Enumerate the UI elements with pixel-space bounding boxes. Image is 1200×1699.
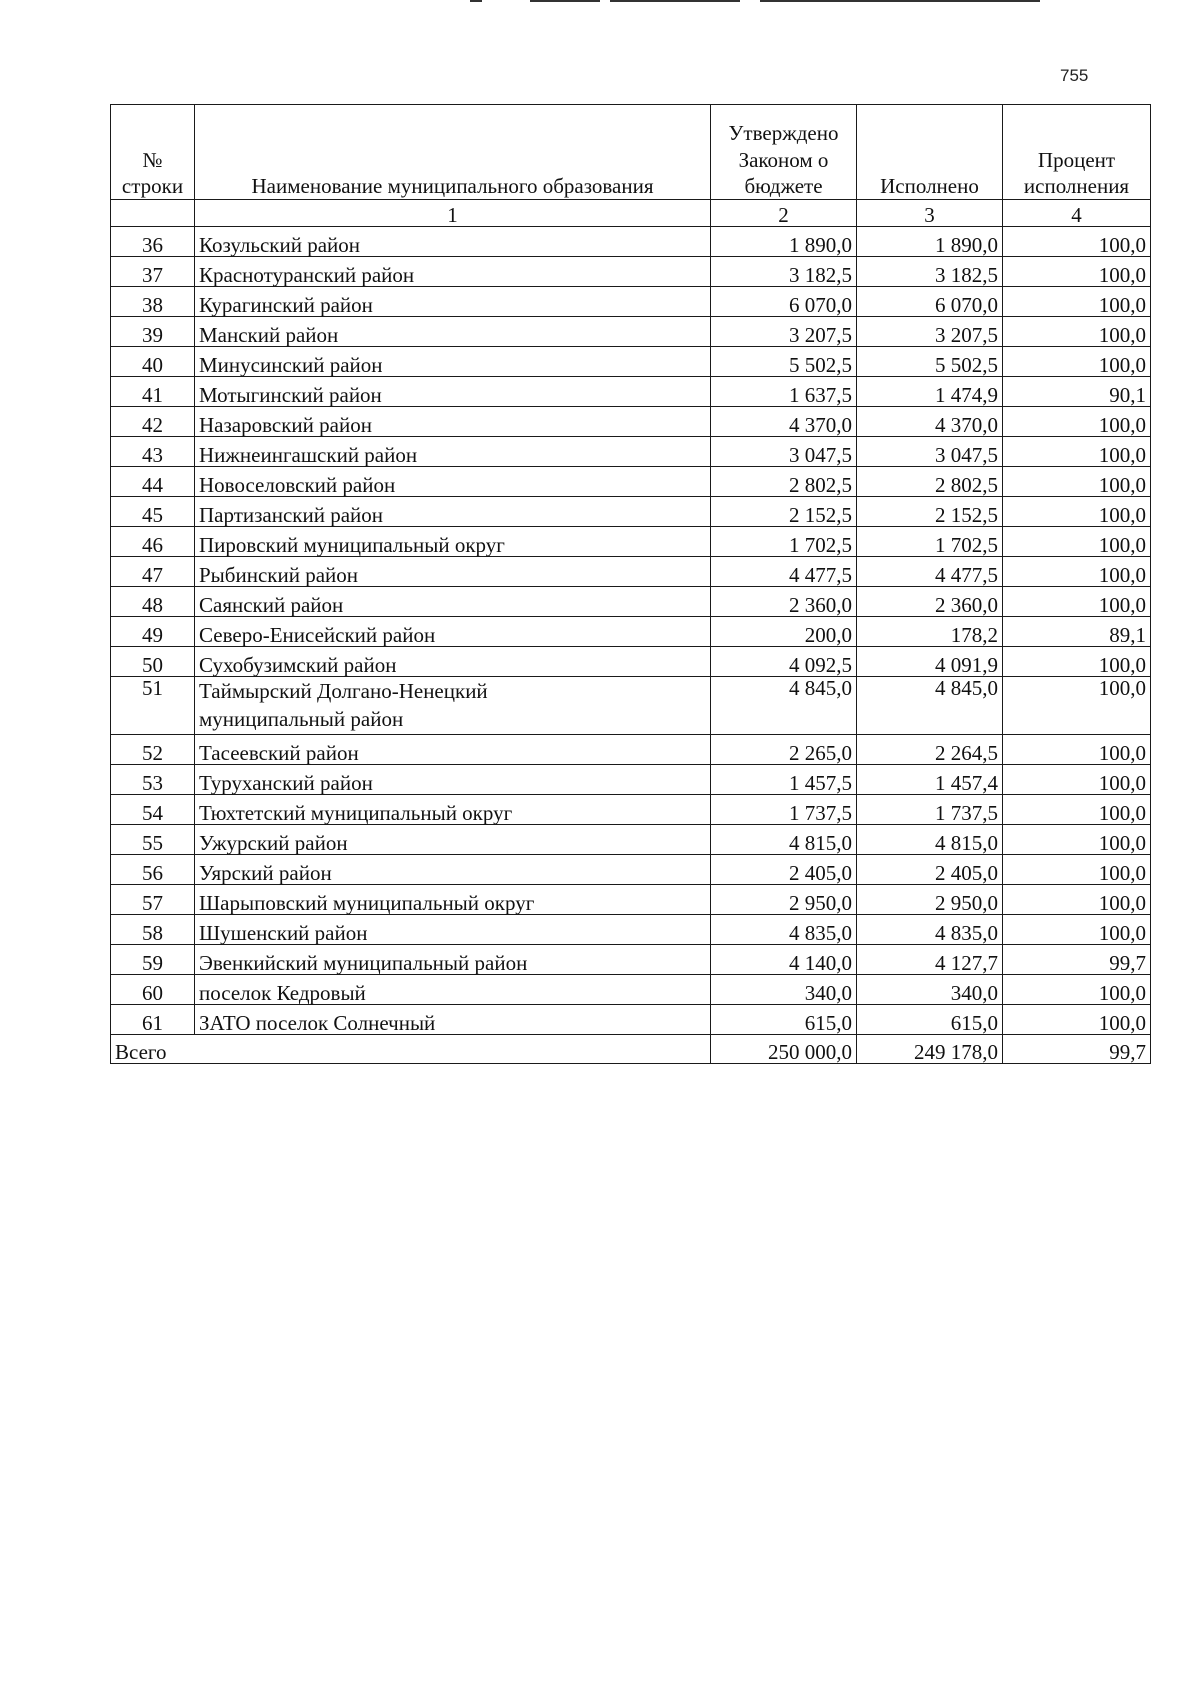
table-row bbox=[111, 407, 1151, 437]
percent-cell: 100,0 bbox=[1003, 317, 1151, 347]
approved-amount-cell: 2 360,0 bbox=[711, 587, 857, 617]
row-number-cell: 43 bbox=[111, 437, 195, 467]
municipality-name-cell: Курагинский район bbox=[195, 287, 711, 317]
table-row bbox=[111, 915, 1151, 945]
row-number-cell: 42 bbox=[111, 407, 195, 437]
row-number-cell: 54 bbox=[111, 795, 195, 825]
approved-amount-cell: 4 845,0 bbox=[711, 677, 857, 735]
executed-amount-cell: 2 360,0 bbox=[857, 587, 1003, 617]
scan-artifact-lines bbox=[470, 0, 1070, 4]
table-row bbox=[111, 497, 1151, 527]
approved-amount-cell: 1 457,5 bbox=[711, 765, 857, 795]
total-percent: 99,7 bbox=[1003, 1035, 1151, 1064]
municipality-name-cell: поселок Кедровый bbox=[195, 975, 711, 1005]
table-row bbox=[111, 467, 1151, 497]
approved-amount-cell: 1 637,5 bbox=[711, 377, 857, 407]
percent-cell: 100,0 bbox=[1003, 677, 1151, 735]
approved-amount-cell: 3 182,5 bbox=[711, 257, 857, 287]
percent-cell: 100,0 bbox=[1003, 437, 1151, 467]
approved-amount-cell: 4 477,5 bbox=[711, 557, 857, 587]
row-number-cell: 48 bbox=[111, 587, 195, 617]
table-row bbox=[111, 975, 1151, 1005]
row-number-cell: 45 bbox=[111, 497, 195, 527]
percent-cell: 100,0 bbox=[1003, 587, 1151, 617]
approved-amount-cell: 2 802,5 bbox=[711, 467, 857, 497]
row-number-cell: 39 bbox=[111, 317, 195, 347]
executed-amount-cell: 3 182,5 bbox=[857, 257, 1003, 287]
percent-cell: 100,0 bbox=[1003, 647, 1151, 677]
table-row bbox=[111, 647, 1151, 677]
executed-amount-cell: 1 737,5 bbox=[857, 795, 1003, 825]
municipality-name-cell: ЗАТО поселок Солнечный bbox=[195, 1005, 711, 1035]
approved-amount-cell: 2 950,0 bbox=[711, 885, 857, 915]
percent-cell: 89,1 bbox=[1003, 617, 1151, 647]
header-row-number: № строки bbox=[111, 105, 195, 200]
executed-amount-cell: 340,0 bbox=[857, 975, 1003, 1005]
executed-amount-cell: 2 264,5 bbox=[857, 735, 1003, 765]
municipality-name-cell: Нижнеингашский район bbox=[195, 437, 711, 467]
municipality-name-cell: Ужурский район bbox=[195, 825, 711, 855]
municipality-name-cell: Уярский район bbox=[195, 855, 711, 885]
municipality-name-cell: Сухобузимский район bbox=[195, 647, 711, 677]
column-number: 3 bbox=[857, 200, 1003, 227]
municipality-name-cell: Краснотуранский район bbox=[195, 257, 711, 287]
municipality-name-cell: Рыбинский район bbox=[195, 557, 711, 587]
approved-amount-cell: 4 140,0 bbox=[711, 945, 857, 975]
executed-amount-cell: 1 474,9 bbox=[857, 377, 1003, 407]
row-number-cell: 51 bbox=[111, 677, 195, 735]
table-row bbox=[111, 557, 1151, 587]
table-row bbox=[111, 795, 1151, 825]
municipality-name-cell: Шарыповский муниципальный округ bbox=[195, 885, 711, 915]
table-row bbox=[111, 257, 1151, 287]
row-number-cell: 41 bbox=[111, 377, 195, 407]
approved-amount-cell: 4 092,5 bbox=[711, 647, 857, 677]
approved-amount-cell: 200,0 bbox=[711, 617, 857, 647]
table-row bbox=[111, 527, 1151, 557]
executed-amount-cell: 4 815,0 bbox=[857, 825, 1003, 855]
table-row bbox=[111, 1005, 1151, 1035]
approved-amount-cell: 4 370,0 bbox=[711, 407, 857, 437]
executed-amount-cell: 1 890,0 bbox=[857, 227, 1003, 257]
table-row bbox=[111, 885, 1151, 915]
row-number-cell: 56 bbox=[111, 855, 195, 885]
percent-cell: 100,0 bbox=[1003, 407, 1151, 437]
table-row bbox=[111, 587, 1151, 617]
approved-amount-cell: 1 890,0 bbox=[711, 227, 857, 257]
percent-cell: 100,0 bbox=[1003, 347, 1151, 377]
approved-amount-cell: 3 207,5 bbox=[711, 317, 857, 347]
executed-amount-cell: 4 477,5 bbox=[857, 557, 1003, 587]
executed-amount-cell: 4 845,0 bbox=[857, 677, 1003, 735]
approved-amount-cell: 2 265,0 bbox=[711, 735, 857, 765]
percent-cell: 99,7 bbox=[1003, 945, 1151, 975]
total-approved: 250 000,0 bbox=[711, 1035, 857, 1064]
municipality-name-cell: Тасеевский район bbox=[195, 735, 711, 765]
percent-cell: 100,0 bbox=[1003, 735, 1151, 765]
column-number: 4 bbox=[1003, 200, 1151, 227]
row-number-cell: 57 bbox=[111, 885, 195, 915]
header-municipality-name: Наименование муниципального образования bbox=[195, 105, 711, 200]
table-row bbox=[111, 765, 1151, 795]
executed-amount-cell: 2 950,0 bbox=[857, 885, 1003, 915]
percent-cell: 100,0 bbox=[1003, 915, 1151, 945]
municipality-name-cell: Эвенкийский муниципальный район bbox=[195, 945, 711, 975]
executed-amount-cell: 2 802,5 bbox=[857, 467, 1003, 497]
approved-amount-cell: 615,0 bbox=[711, 1005, 857, 1035]
row-number-cell: 46 bbox=[111, 527, 195, 557]
approved-amount-cell: 1 737,5 bbox=[711, 795, 857, 825]
executed-amount-cell: 4 835,0 bbox=[857, 915, 1003, 945]
executed-amount-cell: 5 502,5 bbox=[857, 347, 1003, 377]
row-number-cell: 37 bbox=[111, 257, 195, 287]
municipality-name-cell: Манский район bbox=[195, 317, 711, 347]
table-row bbox=[111, 227, 1151, 257]
table-row bbox=[111, 377, 1151, 407]
executed-amount-cell: 615,0 bbox=[857, 1005, 1003, 1035]
column-number: 2 bbox=[711, 200, 857, 227]
municipality-name-cell: Саянский район bbox=[195, 587, 711, 617]
executed-amount-cell: 6 070,0 bbox=[857, 287, 1003, 317]
executed-amount-cell: 3 047,5 bbox=[857, 437, 1003, 467]
approved-amount-cell: 2 405,0 bbox=[711, 855, 857, 885]
table-header-row bbox=[111, 105, 1151, 200]
row-number-cell: 47 bbox=[111, 557, 195, 587]
percent-cell: 100,0 bbox=[1003, 527, 1151, 557]
approved-amount-cell: 2 152,5 bbox=[711, 497, 857, 527]
table-body bbox=[111, 227, 1151, 1035]
municipality-name-cell: Мотыгинский район bbox=[195, 377, 711, 407]
municipality-name-cell: Шушенский район bbox=[195, 915, 711, 945]
executed-amount-cell: 178,2 bbox=[857, 617, 1003, 647]
percent-cell: 100,0 bbox=[1003, 557, 1151, 587]
row-number-cell: 60 bbox=[111, 975, 195, 1005]
percent-cell: 100,0 bbox=[1003, 795, 1151, 825]
table-row bbox=[111, 677, 1151, 735]
executed-amount-cell: 1 702,5 bbox=[857, 527, 1003, 557]
approved-amount-cell: 5 502,5 bbox=[711, 347, 857, 377]
table-row bbox=[111, 735, 1151, 765]
municipality-name-cell: Минусинский район bbox=[195, 347, 711, 377]
percent-cell: 100,0 bbox=[1003, 855, 1151, 885]
percent-cell: 100,0 bbox=[1003, 765, 1151, 795]
row-number-cell: 44 bbox=[111, 467, 195, 497]
municipality-name-cell: Тюхтетский муниципальный округ bbox=[195, 795, 711, 825]
header-percent: Процент исполнения bbox=[1003, 105, 1151, 200]
table-row bbox=[111, 617, 1151, 647]
table-row bbox=[111, 317, 1151, 347]
table-row bbox=[111, 347, 1151, 377]
executed-amount-cell: 2 152,5 bbox=[857, 497, 1003, 527]
row-number-cell: 40 bbox=[111, 347, 195, 377]
approved-amount-cell: 1 702,5 bbox=[711, 527, 857, 557]
table-row bbox=[111, 287, 1151, 317]
row-number-cell: 50 bbox=[111, 647, 195, 677]
executed-amount-cell: 1 457,4 bbox=[857, 765, 1003, 795]
row-number-cell: 55 bbox=[111, 825, 195, 855]
executed-amount-cell: 4 091,9 bbox=[857, 647, 1003, 677]
municipality-name-cell: Козульский район bbox=[195, 227, 711, 257]
column-number: 1 bbox=[195, 200, 711, 227]
executed-amount-cell: 2 405,0 bbox=[857, 855, 1003, 885]
percent-cell: 100,0 bbox=[1003, 1005, 1151, 1035]
row-number-cell: 38 bbox=[111, 287, 195, 317]
municipality-name-cell: Партизанский район bbox=[195, 497, 711, 527]
municipality-name-cell: Пировский муниципальный округ bbox=[195, 527, 711, 557]
percent-cell: 90,1 bbox=[1003, 377, 1151, 407]
total-row bbox=[111, 1035, 1151, 1064]
row-number-cell: 58 bbox=[111, 915, 195, 945]
municipality-name-cell: Таймырский Долгано-Ненецкий муниципальный район bbox=[195, 677, 711, 735]
executed-amount-cell: 3 207,5 bbox=[857, 317, 1003, 347]
row-number-cell: 52 bbox=[111, 735, 195, 765]
approved-amount-cell: 6 070,0 bbox=[711, 287, 857, 317]
approved-amount-cell: 4 835,0 bbox=[711, 915, 857, 945]
header-approved: Утверждено Законом о бюджете bbox=[711, 105, 857, 200]
approved-amount-cell: 4 815,0 bbox=[711, 825, 857, 855]
executed-amount-cell: 4 127,7 bbox=[857, 945, 1003, 975]
page-number: 755 bbox=[1060, 66, 1089, 85]
percent-cell: 100,0 bbox=[1003, 825, 1151, 855]
total-label: Всего bbox=[111, 1035, 711, 1064]
table-row bbox=[111, 945, 1151, 975]
table-row bbox=[111, 855, 1151, 885]
percent-cell: 100,0 bbox=[1003, 497, 1151, 527]
budget-execution-table bbox=[110, 104, 1151, 1064]
percent-cell: 100,0 bbox=[1003, 257, 1151, 287]
column-number-row bbox=[111, 200, 1151, 227]
percent-cell: 100,0 bbox=[1003, 227, 1151, 257]
row-number-cell: 59 bbox=[111, 945, 195, 975]
municipality-name-cell: Новоселовский район bbox=[195, 467, 711, 497]
column-number-blank bbox=[111, 200, 195, 227]
table-row bbox=[111, 437, 1151, 467]
percent-cell: 100,0 bbox=[1003, 287, 1151, 317]
executed-amount-cell: 4 370,0 bbox=[857, 407, 1003, 437]
municipality-name-cell: Назаровский район bbox=[195, 407, 711, 437]
row-number-cell: 36 bbox=[111, 227, 195, 257]
row-number-cell: 53 bbox=[111, 765, 195, 795]
total-executed: 249 178,0 bbox=[857, 1035, 1003, 1064]
municipality-name-cell: Туруханский район bbox=[195, 765, 711, 795]
table-row bbox=[111, 825, 1151, 855]
percent-cell: 100,0 bbox=[1003, 467, 1151, 497]
row-number-cell: 49 bbox=[111, 617, 195, 647]
approved-amount-cell: 340,0 bbox=[711, 975, 857, 1005]
percent-cell: 100,0 bbox=[1003, 975, 1151, 1005]
header-executed: Исполнено bbox=[857, 105, 1003, 200]
percent-cell: 100,0 bbox=[1003, 885, 1151, 915]
row-number-cell: 61 bbox=[111, 1005, 195, 1035]
approved-amount-cell: 3 047,5 bbox=[711, 437, 857, 467]
municipality-name-cell: Северо-Енисейский район bbox=[195, 617, 711, 647]
